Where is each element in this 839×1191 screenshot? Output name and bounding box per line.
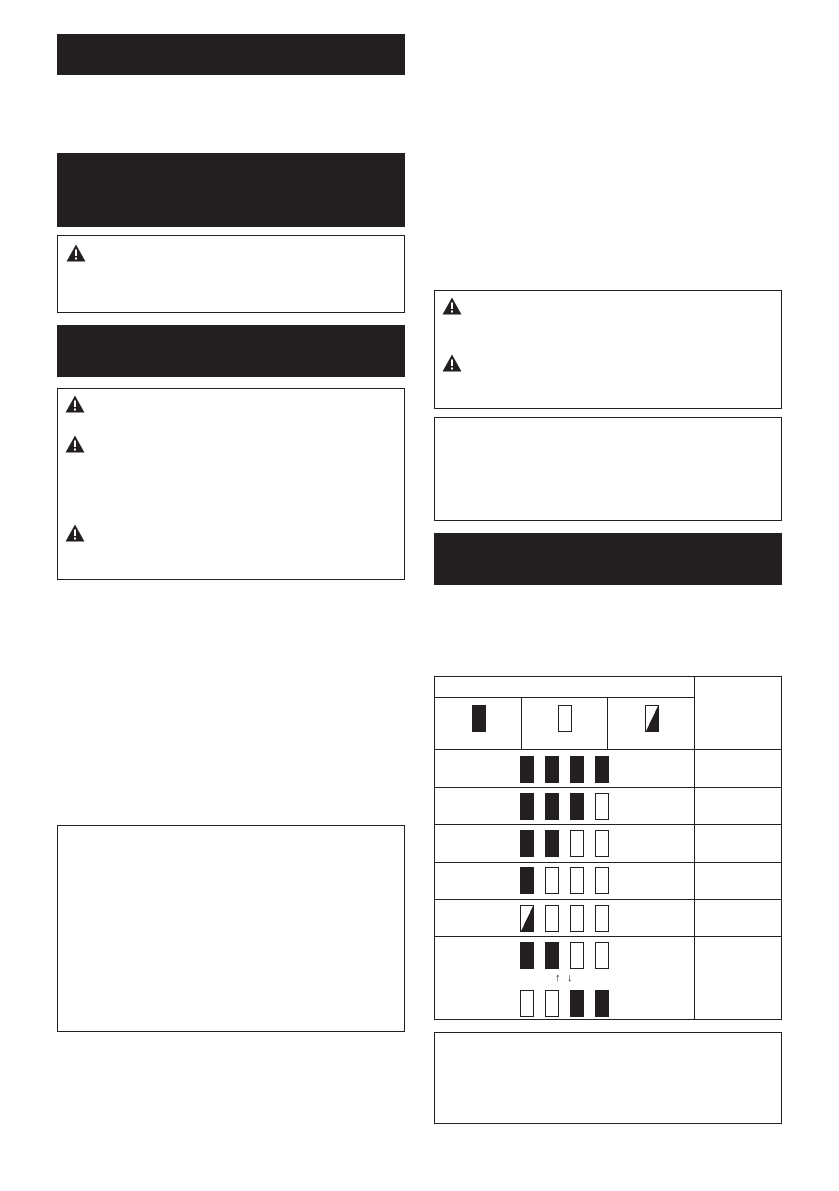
indicator-lamp xyxy=(545,905,559,932)
indicator-lamp xyxy=(595,793,609,820)
section-heading-bar-2 xyxy=(57,153,405,227)
indicator-lamp xyxy=(570,830,584,857)
indicator-lamp xyxy=(545,756,559,783)
note-box-1 xyxy=(57,825,405,1032)
indicator-lamp xyxy=(520,756,534,783)
arrow-up-icon: ↑ xyxy=(555,972,561,984)
indicator-lamp xyxy=(520,867,534,894)
table-divider xyxy=(435,862,781,863)
indicator-lamp xyxy=(520,830,534,857)
indicator-lamp xyxy=(570,942,584,969)
indicator-lamp xyxy=(570,905,584,932)
indicator-lamp xyxy=(570,867,584,894)
indicator-lamp xyxy=(595,867,609,894)
caution-box-3 xyxy=(434,290,782,409)
table-divider xyxy=(435,936,781,937)
note-box-3 xyxy=(434,1032,782,1124)
indicator-lamp xyxy=(545,867,559,894)
indicator-lamp xyxy=(595,990,609,1017)
caution-box-2 xyxy=(57,388,405,580)
warning-triangle-icon xyxy=(442,297,462,315)
warning-triangle-icon xyxy=(442,354,462,372)
indicator-lamp xyxy=(595,830,609,857)
indicator-lamp xyxy=(545,990,559,1017)
indicator-lamp xyxy=(570,756,584,783)
table-divider xyxy=(694,677,695,1019)
section-heading-bar-3 xyxy=(57,325,405,377)
indicator-lamp xyxy=(570,793,584,820)
table-divider xyxy=(435,697,694,698)
indicator-lamp xyxy=(570,990,584,1017)
warning-triangle-icon xyxy=(65,524,85,542)
table-divider xyxy=(435,824,781,825)
arrow-down-icon: ↓ xyxy=(567,972,573,984)
indicator-lamp xyxy=(520,793,534,820)
warning-triangle-icon xyxy=(65,435,85,453)
battery-capacity-table xyxy=(434,676,782,1020)
warning-triangle-icon xyxy=(65,395,85,413)
caution-box-1 xyxy=(57,235,405,313)
table-divider xyxy=(435,787,781,788)
indicator-lamp xyxy=(520,905,534,932)
section-heading-bar-4 xyxy=(434,533,782,585)
section-heading-bar-1 xyxy=(57,34,405,75)
legend-blinking-indicator xyxy=(645,705,659,732)
indicator-lamp xyxy=(520,990,534,1017)
indicator-lamp xyxy=(595,756,609,783)
table-divider xyxy=(435,899,781,900)
legend-off-indicator xyxy=(558,705,572,732)
indicator-lamp xyxy=(595,942,609,969)
note-box-2 xyxy=(434,417,782,521)
indicator-lamp xyxy=(595,905,609,932)
indicator-lamp xyxy=(545,793,559,820)
warning-triangle-icon xyxy=(66,244,86,262)
indicator-lamp xyxy=(520,942,534,969)
table-divider xyxy=(435,749,781,750)
legend-lighted-indicator xyxy=(472,705,486,732)
indicator-lamp xyxy=(545,942,559,969)
table-divider xyxy=(607,697,608,749)
table-divider xyxy=(521,697,522,749)
indicator-lamp xyxy=(545,830,559,857)
